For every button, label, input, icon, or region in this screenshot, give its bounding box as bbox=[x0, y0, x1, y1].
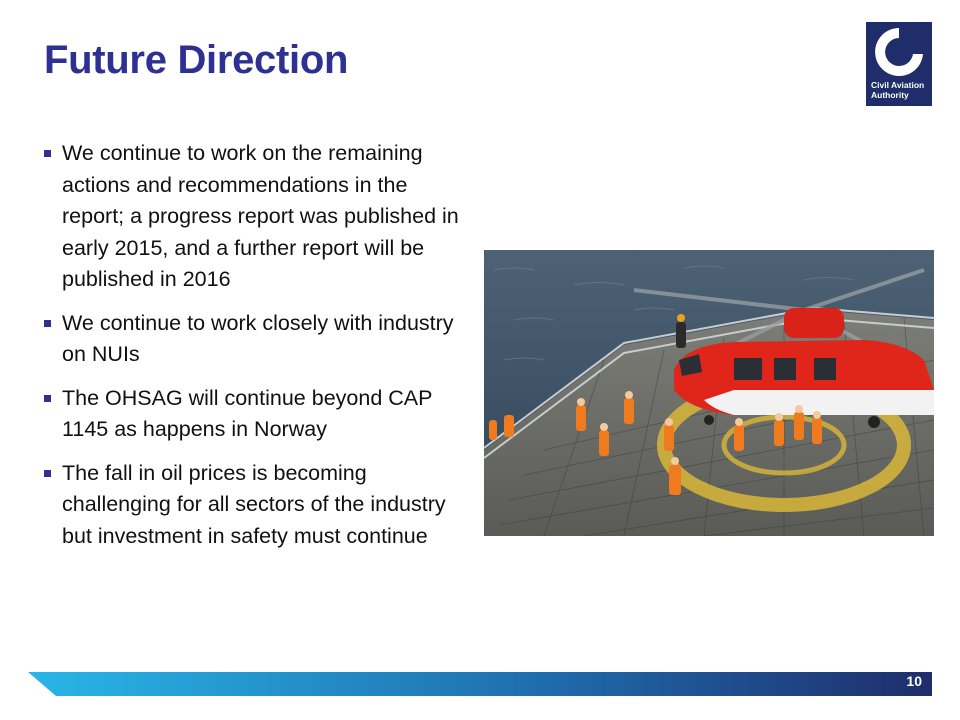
bullet-item bbox=[44, 383, 464, 446]
page-number: 10 bbox=[906, 673, 922, 689]
bullet-item bbox=[44, 308, 464, 371]
bullet-item bbox=[44, 138, 464, 296]
bullet-square-icon bbox=[44, 470, 51, 477]
bullet-text: The fall in oil prices is becoming challenging for all sectors of the industry but investment in safety must continue bbox=[62, 460, 446, 548]
slide-title: Future Direction bbox=[44, 38, 349, 82]
bullet-text: The OHSAG will continue beyond CAP 1145 as happens in Norway bbox=[62, 385, 433, 441]
bullet-text: We continue to work on the remaining actions and recommendations in the report; a progress report was published in early 2015, and a further report will be published in 2016 bbox=[62, 141, 459, 291]
caa-logo bbox=[866, 22, 932, 106]
bullet-item bbox=[44, 458, 464, 553]
helicopter-on-helideck-image bbox=[484, 250, 934, 536]
bullet-list bbox=[44, 138, 464, 564]
bullet-square-icon bbox=[44, 320, 51, 327]
bullet-square-icon bbox=[44, 395, 51, 402]
logo-line2: Authority bbox=[871, 90, 909, 100]
helideck-photo bbox=[484, 250, 934, 536]
logo-wordmark bbox=[871, 80, 931, 100]
bullet-square-icon bbox=[44, 150, 51, 157]
footer-bar bbox=[0, 668, 960, 698]
logo-line1: Civil Aviation bbox=[871, 80, 925, 90]
bullet-text: We continue to work closely with industry on NUIs bbox=[62, 310, 454, 366]
